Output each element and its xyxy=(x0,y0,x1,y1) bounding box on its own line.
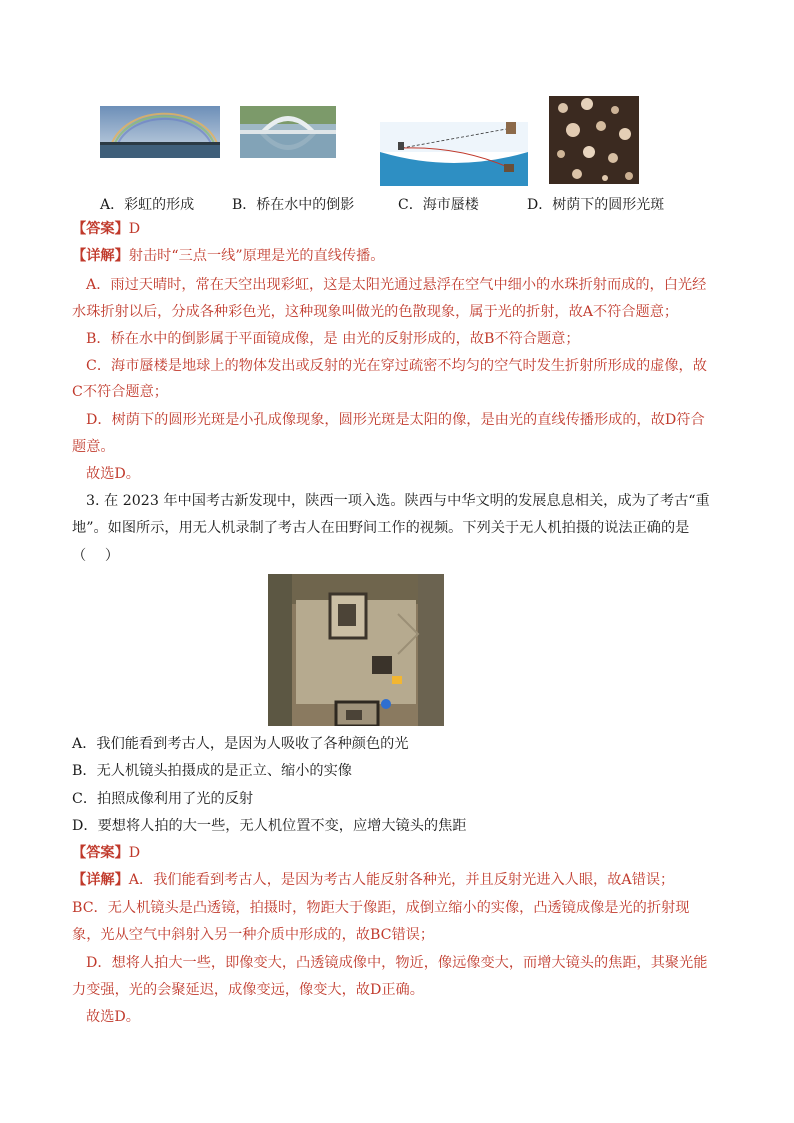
answer-value: D xyxy=(128,845,141,861)
detail-a-text: A．我们能看到考古人，是因为考古人能反射各种光，并且反射光进入人眼，故A错误； xyxy=(128,872,675,888)
q2-option-b: B．桥在水中的倒影 xyxy=(232,197,355,213)
q3-answer xyxy=(72,843,140,863)
q2-option-a: A．彩虹的形成 xyxy=(100,197,195,213)
q2-answer xyxy=(72,219,140,239)
q3-option-b: B．无人机镜头拍摄成的是正立、缩小的实像 xyxy=(72,763,352,779)
q2-detail-b: B．桥在水中的倒影属于平面镜成像，是 由光的反射形成的，故B不符合题意； xyxy=(86,331,580,347)
q3-option-d: D．要想将人拍的大一些，无人机位置不变，应增大镜头的焦距 xyxy=(72,818,467,834)
q2-detail-c-line1: C．海市蜃楼是地球上的物体发出或反射的光在穿过疏密不均匀的空气时发生折射所形成的虚像，故 xyxy=(86,358,707,374)
q2-detail-a-line2: 水珠折射以后，分成各种彩色光，这种现象叫做光的色散现象，属于光的折射，故A不符合题意； xyxy=(72,304,679,320)
q3-detail-bc-line1: BC．无人机镜头是凸透镜，拍摄时，物距大于像距，成倒立缩小的实像，凸透镜成像是光的折射现 xyxy=(72,900,690,916)
q3-option-a: A．我们能看到考古人，是因为人吸收了各种颜色的光 xyxy=(72,736,409,752)
q3-detail-a xyxy=(72,870,674,890)
detail-tag: 【详解】 xyxy=(72,248,129,264)
q2-detail-intro xyxy=(72,246,384,266)
answer-tag: 【答案】 xyxy=(72,221,129,237)
q2-detail-d-line1: D．树荫下的圆形光斑是小孔成像现象，圆形光斑是太阳的像，是由光的直线传播形成的，故D符合 xyxy=(86,412,705,428)
q2-option-c: C．海市蜃楼 xyxy=(398,197,479,213)
rainbow-image xyxy=(100,106,220,158)
q2-detail-c-line2: C不符合题意； xyxy=(72,384,168,400)
drone-aerial-excavation-image xyxy=(268,574,444,726)
q2-detail-a-line1: A．雨过天晴时，常在天空出现彩虹，这是太阳光通过悬浮在空气中细小的水珠折射而成的，白光经 xyxy=(86,277,707,293)
q3-stem-line1: 3. 在 2023 年中国考古新发现中，陕西一项入选。陕西与中华文明的发展息息相关，成为了考古“重 xyxy=(86,493,710,509)
q2-option-d: D．树荫下的圆形光斑 xyxy=(527,197,665,213)
q3-choose: 故选D。 xyxy=(86,1009,140,1025)
q3-stem-line3: （ ） xyxy=(72,548,120,564)
q3-option-c: C．拍照成像利用了光的反射 xyxy=(72,791,254,807)
answer-tag: 【答案】 xyxy=(72,845,129,861)
answer-value: D xyxy=(128,221,141,237)
q3-detail-bc-line2: 象，光从空气中斜射入另一种介质中形成的，故BC错误； xyxy=(72,927,435,943)
detail-tag: 【详解】 xyxy=(72,872,129,888)
q2-choose: 故选D。 xyxy=(86,466,140,482)
q3-stem-line2: 地”。如图所示，用无人机录制了考古人在田野间工作的视频。下列关于无人机拍摄的说法正确的是 xyxy=(72,520,690,536)
q3-detail-d-line2: 力变强，光的会聚延迟，成像变远，像变大，故D正确。 xyxy=(72,982,424,998)
tree-shade-light-spots-image xyxy=(549,96,639,184)
q2-detail-d-line2: 题意。 xyxy=(72,439,115,455)
bridge-reflection-image xyxy=(240,106,336,158)
q3-detail-d-line1: D．想将人拍大一些，即像变大，凸透镜成像中，物近，像远像变大，而增大镜头的焦距，其聚光能 xyxy=(86,955,708,971)
detail-intro-text: 射击时“三点一线”原理是光的直线传播。 xyxy=(128,248,385,264)
mirage-image xyxy=(380,122,528,186)
